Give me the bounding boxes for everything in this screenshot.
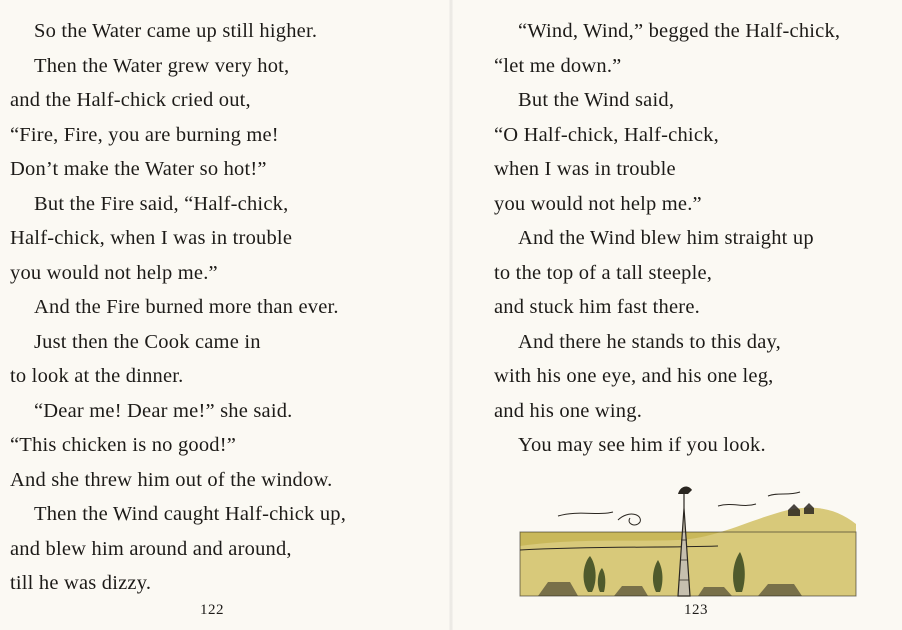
text-line: “let me down.” <box>494 54 622 77</box>
text-line: to the top of a tall steeple, <box>494 261 713 284</box>
text-line: But the Fire said, “Half-chick, <box>34 192 289 215</box>
text-line: and his one wing. <box>494 399 643 422</box>
text-line: and blew him around and around, <box>10 537 292 560</box>
text-line: Half-chick, when I was in trouble <box>10 227 293 249</box>
text-line: Just then the Cook came in <box>34 330 261 353</box>
text-line: with his one eye, and his one leg, <box>494 365 774 387</box>
text-line: And there he stands to this day, <box>518 330 781 353</box>
right-page <box>451 0 902 630</box>
text-line: So the Water came up still higher. <box>34 20 318 42</box>
text-line: You may see him if you look. <box>518 434 766 456</box>
text-line: and stuck him fast there. <box>494 296 700 318</box>
text-line: and the Half-chick cried out, <box>10 89 251 111</box>
text-line: “Dear me! Dear me!” she said. <box>34 399 293 422</box>
text-line: Don’t make the Water so hot!” <box>10 158 267 180</box>
text-line: “This chicken is no good!” <box>10 434 237 456</box>
text-line: And the Fire burned more than ever. <box>34 296 339 318</box>
text-line: “O Half-chick, Half-chick, <box>494 123 719 146</box>
steeple-weathervane-landscape-icon <box>518 480 858 598</box>
text-line: But the Wind said, <box>518 89 675 111</box>
text-line: “Fire, Fire, you are burning me! <box>10 123 279 146</box>
text-line: And she threw him out of the window. <box>10 468 333 491</box>
text-line: till he was dizzy. <box>10 572 152 594</box>
text-line: you would not help me.” <box>10 261 218 284</box>
page-number-left: 122 <box>200 602 224 618</box>
text-line: And the Wind blew him straight up <box>518 227 814 249</box>
left-page <box>0 0 450 630</box>
text-line: to look at the dinner. <box>10 365 184 387</box>
text-line: “Wind, Wind,” begged the Half-chick, <box>518 20 841 42</box>
text-line: Then the Wind caught Half-chick up, <box>34 503 347 525</box>
half-chick-weathervane-icon <box>678 487 692 494</box>
page-number-right: 123 <box>684 602 708 618</box>
text-line: when I was in trouble <box>494 158 676 180</box>
text-line: you would not help me.” <box>494 192 702 215</box>
text-line: Then the Water grew very hot, <box>34 54 290 77</box>
